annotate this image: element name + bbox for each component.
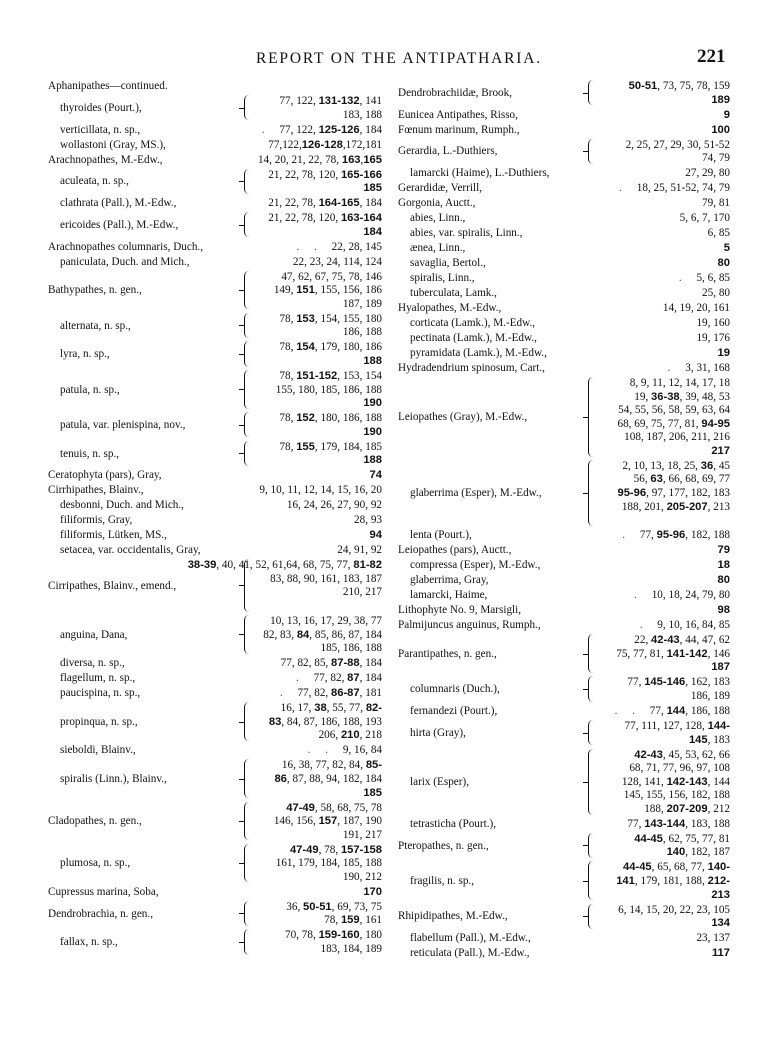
page-header: [0, 44, 776, 74]
brace-mark: [244, 802, 251, 841]
index-entry: [48, 441, 382, 468]
index-term: tetrasticha (Pourt.),: [410, 817, 497, 830]
index-term: Cirrhipathes, Blainv.,: [48, 484, 144, 497]
brace-mark: [244, 929, 251, 954]
page-references: . 77, 82, 87, 184: [296, 672, 382, 685]
index-term: fallax, n. sp.,: [60, 936, 118, 949]
index-term: clathrata (Pall.), M.-Edw.,: [60, 197, 177, 210]
brace-mark: [588, 634, 595, 673]
index-term: compressa (Esper), M.-Edw.,: [410, 559, 541, 572]
index-entry: [48, 759, 382, 800]
page-references: 170: [363, 885, 382, 898]
index-entry: [398, 544, 730, 558]
index-entry: [398, 227, 730, 241]
page-references: 16, 38, 77, 82, 84, 85- 86, 87, 88, 94, 182, 184 185: [274, 759, 382, 799]
brace-mark: [588, 833, 595, 858]
index-entry: [398, 139, 730, 166]
index-entry: [48, 615, 382, 656]
brace-mark: [244, 271, 251, 310]
index-entry: [48, 744, 382, 758]
page-number: 221: [697, 46, 726, 67]
page-references: 6, 85: [707, 227, 730, 240]
page-references: 98: [717, 604, 730, 617]
brace-mark: [588, 904, 595, 929]
page-references: 27, 29, 80: [685, 167, 730, 180]
index-entry: [48, 241, 382, 255]
index-term: pectinata (Lamk.), M.-Edw.,: [410, 331, 537, 344]
index-entry: [48, 139, 382, 153]
page-references: 100: [711, 123, 730, 136]
index-entry: [398, 676, 730, 703]
index-term: Hydradendrium spinosum, Cart.,: [398, 361, 545, 374]
index-entry: [398, 932, 730, 946]
index-entry: [398, 574, 730, 588]
index-term: sieboldi, Blainv.,: [60, 744, 136, 757]
index-entry: [398, 749, 730, 817]
index-entry: [48, 544, 382, 558]
brace-mark: [244, 212, 251, 237]
index-entry: [398, 287, 730, 301]
index-term: ericoides (Pall.), M.-Edw.,: [60, 218, 179, 231]
index-term: Aphanipathes—continued.: [48, 80, 168, 92]
page-references: 77, 143-144, 183, 188: [627, 817, 730, 830]
page-references: . 77, 95-96, 182, 188: [622, 529, 730, 542]
index-term: flabellum (Pall.), M.-Edw.,: [410, 932, 531, 945]
index-entry: [398, 947, 730, 961]
page-references: 23, 137: [696, 932, 730, 945]
index-entry: [48, 169, 382, 196]
page-references: 78, 155, 179, 184, 185 188: [279, 440, 382, 467]
brace-mark: [588, 377, 595, 457]
page-references: 47-49, 78, 157-158 161, 179, 184, 185, 188 190, 212: [275, 843, 382, 883]
index-entry: [48, 469, 382, 483]
page-references: . 5, 6, 85: [678, 272, 730, 285]
index-entry: [398, 197, 730, 211]
page-references: 19: [717, 346, 730, 359]
index-entry: [398, 257, 730, 271]
page-references: 19, 160: [696, 316, 730, 329]
index-term: Pteropathes, n. gen.,: [398, 839, 489, 852]
index-entry: [398, 604, 730, 618]
brace-mark: [244, 95, 251, 120]
index-term: savaglia, Bertol.,: [410, 257, 486, 270]
page-references: 10, 13, 16, 17, 29, 38, 77 82, 83, 84, 85, 86, 87, 184 185, 186, 188: [263, 615, 382, 655]
index-entry: [48, 672, 382, 686]
index-entry: [48, 657, 382, 671]
page-references: 77,122,126-128,172,181: [268, 138, 382, 151]
index-term: hirta (Gray),: [410, 726, 466, 739]
index-entry: [398, 720, 730, 747]
brace-mark: [588, 80, 595, 105]
index-entry: [48, 499, 382, 513]
index-term: Arachnopathes, M.-Edw.,: [48, 153, 163, 166]
brace-mark: [244, 313, 251, 338]
index-term: Rhipidipathes, M.-Edw.,: [398, 910, 508, 923]
index-term: Arachnopathes columnaris, Duch.,: [48, 240, 204, 253]
index-entry: [398, 167, 730, 181]
index-entry: [398, 589, 730, 603]
index-term: anguina, Dana,: [60, 628, 128, 641]
page-references: . . 77, 144, 186, 188: [614, 704, 730, 717]
index-entry: [48, 687, 382, 701]
brace-mark: [244, 441, 251, 466]
index-term: fernandezi (Pourt.),: [410, 704, 498, 717]
index-entry: [398, 559, 730, 573]
index-term: ænea, Linn.,: [410, 242, 466, 255]
index-term: desbonni, Duch. and Mich.,: [60, 499, 184, 512]
index-term: Gerardia, L.-Duthiers,: [398, 145, 498, 158]
index-term: verticillata, n. sp.,: [60, 123, 141, 136]
index-term: Fœnum marinum, Rumph.,: [398, 123, 520, 136]
index-entry: [398, 272, 730, 286]
page-references: 80: [717, 574, 730, 587]
page-references: 28, 93: [354, 514, 382, 527]
index-term: propinqua, n. sp.,: [60, 715, 138, 728]
page-references: 14, 20, 21, 22, 78, 163,165: [257, 153, 382, 166]
index-term: setacea, var. occidentalis, Gray,: [60, 544, 201, 557]
index-term: plumosa, n. sp.,: [60, 857, 131, 870]
index-term: patula, var. plenispina, nov.,: [60, 418, 186, 431]
index-term: Eunicea Antipathes, Risso,: [398, 108, 518, 121]
index-entry: [48, 124, 382, 138]
brace-mark: [244, 341, 251, 366]
index-entry: [48, 802, 382, 843]
index-entry: [398, 377, 730, 459]
index-term: filiformis, Gray,: [60, 514, 133, 527]
index-term: columnaris (Duch.),: [410, 683, 500, 696]
page-references: 25, 80: [702, 287, 730, 299]
running-title: REPORT ON THE ANTIPATHARIA.: [256, 50, 542, 67]
index-term: Bathypathes, n. gen.,: [48, 284, 142, 297]
page-references: . 77, 82, 86-87, 181: [279, 687, 382, 700]
index-entry: [48, 212, 382, 239]
page-references: 77, 145-146, 162, 183 186, 189: [627, 676, 730, 702]
brace-mark: [244, 370, 251, 409]
index-entry: [398, 904, 730, 931]
page-references: 47, 62, 67, 75, 78, 146 149, 151, 155, 156, 186 187, 189: [273, 270, 382, 310]
page-references: 21, 22, 78, 120, 163-164 184: [268, 212, 382, 238]
index-entry: [48, 901, 382, 928]
index-entry: [48, 341, 382, 368]
index-entry: [398, 317, 730, 331]
index-term: flagellum, n. sp.,: [60, 672, 136, 685]
index-entry: [48, 886, 382, 900]
page-references: 77, 111, 127, 128, 144- 145, 183: [624, 719, 730, 746]
brace-mark: [588, 720, 595, 745]
index-term: glaberrima, Gray,: [410, 574, 489, 587]
index-term: Parantipathes, n. gen.,: [398, 647, 497, 660]
index-term: spiralis, Linn.,: [410, 272, 475, 285]
index-entry: [398, 242, 730, 256]
index-entry: [398, 634, 730, 675]
index-term: glaberrima (Esper), M.-Edw.,: [410, 487, 542, 500]
index-term: Cupressus marina, Soba,: [48, 885, 159, 898]
brace-mark: [244, 559, 251, 611]
brace-mark: [244, 412, 251, 437]
index-term: abies, var. spiralis, Linn.,: [410, 227, 523, 240]
index-term: lamarcki (Haime), L.-Duthiers,: [410, 167, 550, 180]
page-references: 5: [723, 242, 730, 255]
index-entry: [48, 559, 382, 613]
index-entry: [398, 705, 730, 719]
brace-mark: [244, 901, 251, 926]
index-entry: [398, 302, 730, 316]
index-term: pyramidata (Lamk.), M.-Edw.,: [410, 346, 547, 359]
page-references: 24, 91, 92: [337, 544, 382, 557]
page-references: 5, 6, 7, 170: [679, 212, 730, 225]
page-references: 79: [717, 544, 730, 557]
index-term: Leiopathes (pars), Auctt.,: [398, 544, 512, 557]
index-term: tenuis, n. sp.,: [60, 447, 120, 460]
brace-mark: [588, 676, 595, 701]
brace-mark: [588, 139, 595, 164]
page-references: 36, 50-51, 69, 73, 75 78, 159, 161: [286, 900, 382, 927]
index-entry: [48, 313, 382, 340]
brace-mark: [588, 861, 595, 900]
index-entry: [398, 124, 730, 138]
page-references: . . 22, 28, 145: [296, 240, 382, 253]
page-references: 78, 154, 179, 180, 186 188: [279, 341, 382, 367]
index-term: aculeata, n. sp.,: [60, 175, 129, 188]
page-references: 78, 152, 180, 186, 188 190: [279, 412, 382, 438]
page-references: 44-45, 62, 75, 77, 81 140, 182, 187: [634, 832, 730, 859]
index-term: Dendrobrachiidæ, Brook,: [398, 86, 513, 99]
page-references: 9: [723, 108, 730, 121]
page-references: 6, 14, 15, 20, 22, 23, 105 134: [618, 903, 730, 930]
page-references: 94: [369, 529, 382, 542]
brace-mark: [244, 759, 251, 798]
index-term: lenta (Pourt.),: [410, 529, 472, 542]
index-entry: [48, 702, 382, 743]
index-entry: [398, 818, 730, 832]
page-references: 80: [717, 257, 730, 270]
index-entry: [48, 197, 382, 211]
page-references: 22, 42-43, 44, 47, 62 75, 77, 81, 141-142, 146 187: [616, 634, 730, 674]
index-term: spiralis (Linn.), Blainv.,: [60, 772, 167, 785]
index-term: Leiopathes (Gray), M.-Edw.,: [398, 410, 528, 423]
index-term: lyra, n. sp.,: [60, 348, 110, 361]
index-entry: [48, 412, 382, 439]
index-entry: [398, 332, 730, 346]
index-term: corticata (Lamk.), M.-Edw.,: [410, 316, 536, 329]
index-term: Dendrobrachia, n. gen.,: [48, 907, 153, 920]
index-entry: [398, 80, 730, 107]
page-references: . 18, 25, 51-52, 74, 79: [619, 182, 730, 195]
brace-mark: [244, 169, 251, 194]
index-term: Gorgonia, Auctt.,: [398, 197, 476, 210]
page-references: 14, 19, 20, 161: [662, 301, 730, 314]
page-references: 22, 23, 24, 114, 124: [292, 255, 382, 268]
index-entry: [48, 80, 382, 94]
index-term: Palmijuncus anguinus, Rumph.,: [398, 619, 541, 632]
page-references: 117: [711, 947, 730, 960]
index-entry: [398, 182, 730, 196]
index-term: abies, Linn.,: [410, 212, 466, 225]
page-references: 21, 22, 78, 120, 165-166 185: [268, 168, 382, 195]
index-entry: [398, 833, 730, 860]
index-entry: [48, 484, 382, 498]
page-references: 38-39, 40, 41, 52, 61,64, 68, 75, 77, 81-82 83, 88, 90, 161, 183, 187 210, 217: [187, 559, 382, 599]
index-entry: [48, 929, 382, 956]
page-references: 78, 153, 154, 155, 180 186, 188: [279, 312, 382, 339]
page-references: 74: [369, 469, 382, 482]
index-term: paucispina, n. sp.,: [60, 687, 141, 700]
index-term: fragilis, n. sp.,: [410, 875, 475, 888]
brace-mark: [588, 749, 595, 815]
page-references: . 77, 122, 125-126, 184: [261, 123, 382, 136]
page-references: 16, 17, 38, 55, 77, 82- 83, 84, 87, 186, 188, 193 206, 210, 218: [268, 702, 382, 742]
index-term: patula, n. sp.,: [60, 383, 120, 396]
brace-mark: [244, 615, 251, 654]
page-references: 77, 122, 131-132, 141 183, 188: [279, 94, 382, 121]
index-entry: [48, 514, 382, 528]
page-references: 47-49, 58, 68, 75, 78 146, 156, 157, 187, 190 191, 217: [273, 801, 382, 841]
page-references: 8, 9, 11, 12, 14, 17, 18 19, 36-38, 39, 48, 53 54, 55, 56, 58, 59, 63, 64 68, 69, 75, 77, 81, 94-95 108, 187, 206, 211, 216 217: [617, 376, 730, 457]
index-term: larix (Esper),: [410, 775, 470, 788]
index-term: wollastoni (Gray, MS.),: [60, 138, 166, 151]
brace-mark: [244, 844, 251, 883]
page-references: 2, 25, 27, 29, 30, 51-52 74, 79: [625, 138, 730, 165]
index-term: Gerardidæ, Verrill,: [398, 182, 482, 195]
index-term: alternata, n. sp.,: [60, 319, 131, 332]
page-references: 9, 10, 11, 12, 14, 15, 16, 20: [259, 484, 382, 497]
index-entry: [398, 347, 730, 361]
page-references: 18: [717, 559, 730, 572]
index-column-left: [48, 80, 382, 958]
index-entry: [48, 256, 382, 270]
index-entry: [398, 362, 730, 376]
index-term: Lithophyte No. 9, Marsigli,: [398, 604, 522, 617]
index-term: Cladopathes, n. gen.,: [48, 815, 142, 828]
index-term: reticulata (Pall.), M.-Edw.,: [410, 947, 530, 960]
page-references: . . 9, 16, 84: [307, 744, 382, 757]
page-references: 77, 82, 85, 87-88, 184: [280, 657, 382, 670]
page-references: 78, 151-152, 153, 154 155, 180, 185, 186, 188 190: [275, 369, 382, 410]
page-references: . 9, 10, 16, 84, 85: [639, 619, 730, 632]
page-references: 70, 78, 159-160, 180 183, 184, 189: [285, 929, 382, 956]
index-column-right: [398, 80, 730, 962]
index-term: Cirripathes, Blainv., emend.,: [48, 579, 177, 592]
index-entry: [398, 619, 730, 633]
index-term: Hyalopathes, M.-Edw.,: [398, 301, 502, 314]
index-term: Ceratophyta (pars), Gray,: [48, 469, 162, 482]
index-entry: [398, 212, 730, 226]
index-entry: [398, 109, 730, 123]
page-references: 19, 176: [696, 331, 730, 344]
page-references: 44-45, 65, 68, 77, 140- 141, 179, 181, 188, 212- 213: [616, 861, 730, 901]
index-term: lamarcki, Haime,: [410, 589, 488, 602]
index-entry: [398, 460, 730, 528]
index-entry: [48, 271, 382, 312]
page-references: 16, 24, 26, 27, 90, 92: [286, 499, 382, 512]
index-entry: [48, 529, 382, 543]
index-term: filiformis, Lütken, MS.,: [60, 529, 167, 542]
brace-mark: [244, 702, 251, 741]
index-entry: [398, 529, 730, 543]
index-entry: [48, 154, 382, 168]
index-term: thyroides (Pourt.),: [60, 101, 142, 114]
brace-mark: [588, 460, 595, 526]
index-entry: [398, 861, 730, 902]
index-term: paniculata, Duch. and Mich.,: [60, 255, 190, 268]
page-references: 79, 81: [702, 197, 730, 210]
page-references: 2, 10, 13, 18, 25, 36, 45 56, 63, 66, 68, 69, 77 95-96, 97, 177, 182, 183 188, 201, 205-207, 213: [617, 459, 730, 513]
page-references: 42-43, 45, 53, 62, 66 68, 71, 77, 96, 97, 108 128, 141, 142-143, 144 145, 155, 156, 182, 188 188, 207-209, 212: [621, 748, 730, 815]
index-entry: [48, 370, 382, 411]
index-entry: [48, 95, 382, 122]
index-term: tuberculata, Lamk.,: [410, 287, 497, 299]
index-entry: [48, 844, 382, 885]
page-references: 21, 22, 78, 164-165, 184: [268, 197, 382, 210]
page-references: . 10, 18, 24, 79, 80: [634, 589, 730, 602]
page-references: 50-51, 73, 75, 78, 159 189: [628, 80, 730, 106]
page-references: . 3, 31, 168: [667, 361, 730, 374]
index-term: diversa, n. sp.,: [60, 657, 125, 670]
